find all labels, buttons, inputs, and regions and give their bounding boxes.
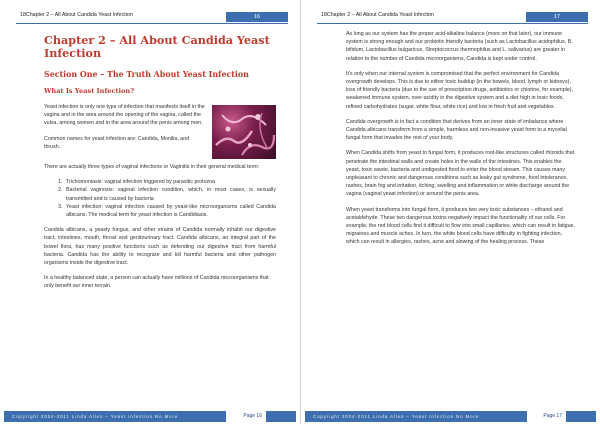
page-footer: [305, 411, 596, 422]
footer-accent-block: [566, 411, 596, 422]
page-header: [317, 12, 588, 24]
page-content: [346, 30, 576, 254]
list-item: 2. Bacterial vaginosis: vaginal infection condition, which, in most cases, is sexually transmitted and is caused by bacteria: [64, 186, 276, 202]
infection-type-list: [44, 178, 276, 219]
header-page-number: 16: [226, 12, 288, 22]
header-title: 18Chapter 2 – All About Candida Yeast Infection: [20, 12, 133, 18]
paragraph: Candida overgrowth is in fact a condition that derives from an inner state of imbalance where Candida albicans transform from a simple, harmless and non-invasive yeast form to a mycelial fungal form that invades the rest of your body.: [346, 118, 567, 142]
footer-copyright: Copyright 2004-2011 Linda Allen – Yeast Infection No More: [305, 411, 527, 422]
right-page: [300, 0, 600, 424]
footer-page-number: Page 16: [243, 413, 262, 419]
subsection-title: What Is Yeast Infection?: [44, 87, 135, 95]
paragraph: There are actually three types of vaginal infections or Vaginitis in their general medical term:: [44, 164, 260, 170]
list-item: 1. Trichomoniasis: vaginal infection triggered by parasitic protozoa: [64, 178, 276, 186]
paragraph: When yeast transforms into fungal form, it produces two very toxic substances – ethanol and acetaldehyde. These two dangerous toxins negatively impact the functionality of our cells. For example, the red blood cells find it difficult to flow into small capillaries, which can result in fatigue, migraines and muscle aches. In turn, the white blood cells have difficulty in fighting infection, which can result in allergies, rashes, acne and slowing of the healing process. These: [346, 206, 575, 246]
paragraph: Candida albicans, a yeasty fungus, and other strains of Candida normally inhabit our digestive tract, intestines, mouth, throat and genitourinary tract. Candida albicans, an integral part of the bowel flora, has many positive functions such as defending our digestive tract from harmful bacteria. Candida has the ability to recognize and kill harmful bacteria and other pathogen organisms inside the digestive tract.: [44, 227, 276, 267]
footer-accent-block: [266, 411, 296, 422]
footer-page-number: Page 17: [543, 413, 562, 419]
page-content: [44, 26, 276, 298]
paragraph: As long as our system has the proper acid-alkaline balance (more on that later), our immune system is strong enough and our probiotic friendly bacteria (such as Lactobacillus acidophilus, B. bifidum, Lactobacillus bulgaricus, Streptococcus thermophilus and L. salivarius) are greater in relation to the number of Candida microorganisms, Candida is kept under control.: [346, 31, 573, 62]
intro-block: [44, 103, 276, 163]
paragraph: Common names for yeast infection are: Candida, Monilia, and thrush.: [44, 135, 190, 150]
page-header: [16, 12, 288, 24]
paragraph: Yeast infection is only one type of infection that manifests itself in the vagina and in the area around the opening of the vagina, called the vulva, among women and in the area around the penis among men.: [44, 104, 205, 127]
page-footer: [4, 411, 296, 422]
chapter-title: Chapter 2 – All About Candida Yeast Infection: [44, 33, 270, 60]
header-page-number: 17: [526, 12, 588, 22]
header-title: 18Chapter 2 – All About Candida Yeast Infection: [321, 12, 434, 18]
paragraph: In a healthy balanced state, a person can actually have millions of Candida microorganisms that only benefit our inner terrain.: [44, 275, 269, 290]
bacteria-image: [212, 105, 276, 159]
paragraph: When Candida shifts from yeast to fungal form, it produces root-like structures called rhizoids that penetrate the intestinal walls and create holes in the walls of the intestines. This enables the yeast, toxic waste, bacteria and undigested food to enter the blood stream. This causes many unpleasant to chronic and dangerous conditions such as leaky gut syndrome, food intolerance, rashes, brain fog and irritation, itching, swelling and inflammation or white discharge around the vagina (vaginal yeast infection) or around the penis area.: [346, 150, 575, 198]
list-item: 3. Yeast infection: vaginal infection caused by yeast-like microorganisms called Candida albicans. The medical term for yeast infection is Candidiasis.: [64, 203, 276, 219]
footer-copyright: Copyright 2004-2011 Linda Allen – Yeast Infection No More: [4, 411, 226, 422]
paragraph: It's only when our internal system is compromised that the perfect environment for Candida overgrowth develops. This is due to either toxic buildup (in the bowels, blood, lymph or kidneys), loss of friendly bacteria (due to the use of prescription drugs, antibiotics or chlorine, for example), weakened immune system, over-acidity in the digestive system and a diet high in toxic foods, refined carbohydrates (sugar, white flour, white rice) and low in fresh fruit and vegetables.: [346, 70, 573, 110]
section-title: Section One – The Truth About Yeast Infection: [44, 70, 249, 79]
